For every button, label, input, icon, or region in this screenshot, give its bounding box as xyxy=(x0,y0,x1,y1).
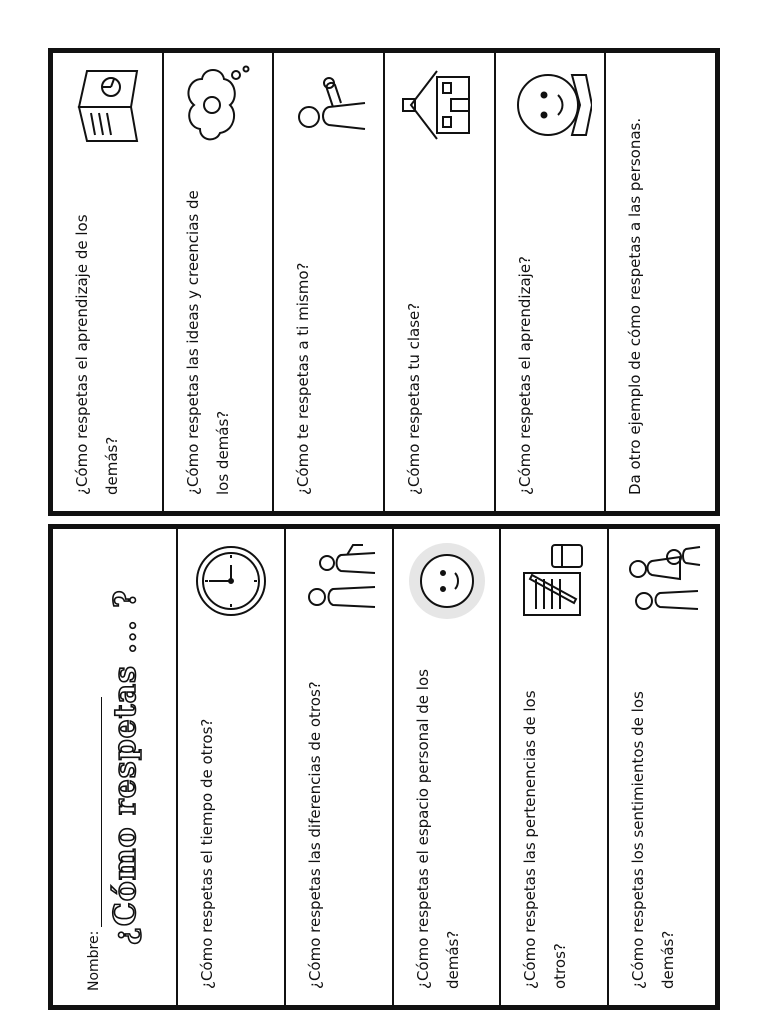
question-row-feelings xyxy=(609,529,715,1005)
question-text: ¿Cómo respetas el tiempo de otros? xyxy=(198,718,217,989)
question-row-differences xyxy=(286,529,394,1005)
face-icon xyxy=(394,529,500,633)
question-row-time-of-others xyxy=(178,529,286,1005)
question-text: ¿Cómo respetas las ideas y creencias de los demás? xyxy=(183,190,232,495)
school-supplies-icon xyxy=(501,529,607,633)
question-row-class xyxy=(385,53,496,511)
question-text: ¿Cómo respetas el aprendizaje? xyxy=(515,255,534,495)
question-text: ¿Cómo respetas las diferencias de otros? xyxy=(305,681,324,989)
name-field[interactable] xyxy=(86,543,102,991)
question-text: Da otro ejemplo de cómo respetas a las personas. xyxy=(626,117,645,495)
question-row-self-respect xyxy=(274,53,385,511)
bottom-worksheet-panel xyxy=(48,524,720,1010)
question-row-ideas-beliefs xyxy=(164,53,275,511)
school-building-icon xyxy=(385,53,494,157)
reading-face-icon xyxy=(496,53,605,157)
question-row-personal-space xyxy=(394,529,502,1005)
question-text: ¿Cómo respetas el aprendizaje de los demás? xyxy=(73,214,121,495)
people-icon xyxy=(286,529,392,633)
worksheet-title: ¿Cómo respetas ... ? xyxy=(108,589,144,945)
question-text: ¿Cómo te respetas a ti mismo? xyxy=(294,262,313,495)
name-label: Nombre: xyxy=(86,930,103,991)
question-row-learning xyxy=(496,53,607,511)
name-blank-line[interactable] xyxy=(87,697,102,927)
question-text: ¿Cómo respetas tu clase? xyxy=(405,302,424,495)
question-text: ¿Cómo respetas el espacio personal de los demás? xyxy=(413,669,462,989)
question-text: ¿Cómo respetas los sentimientos de los demás? xyxy=(629,691,678,989)
worksheet-header xyxy=(53,529,178,1005)
question-row-belongings xyxy=(501,529,609,1005)
question-text: ¿Cómo respetas las pertenencias de los otros? xyxy=(521,690,570,989)
top-worksheet-panel xyxy=(48,48,720,516)
children-icon xyxy=(609,529,715,633)
clock-icon xyxy=(178,529,284,633)
thought-bubble-icon xyxy=(164,53,273,157)
question-row-other-example xyxy=(606,53,715,511)
book-icon xyxy=(53,53,162,157)
person-icon xyxy=(274,53,383,157)
question-row-learning-of-others xyxy=(53,53,164,511)
